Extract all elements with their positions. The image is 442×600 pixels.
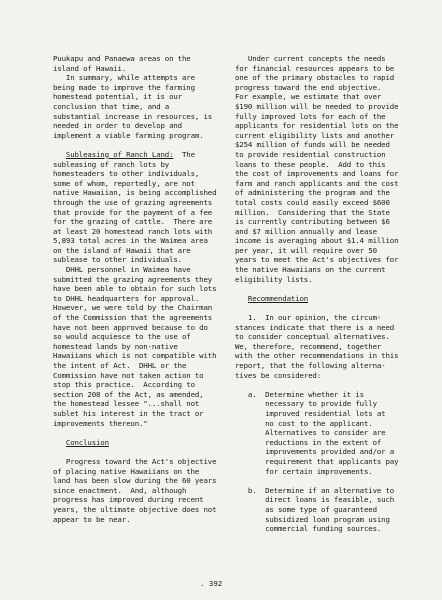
blank-line [53, 140, 231, 150]
text-line: and $7 million annually and lease [235, 226, 377, 236]
text-line: the intent of Act. DHHL or the [53, 361, 187, 370]
text-line: direct loans is feasible, such [235, 495, 395, 505]
text-line: loans to these people. Add to this [235, 159, 386, 169]
text-line: Recommendation [247, 293, 309, 303]
text-line: report, that the following alterna- [235, 361, 386, 370]
text-line: section 208 of the Act, as amended, [53, 389, 204, 399]
text-line: through the use of grazing agreements [53, 197, 213, 207]
blank-line [235, 303, 415, 313]
text-line: native Hawaiian, is being accomplished [53, 188, 217, 198]
text-line: no cost to the applicant. [235, 418, 373, 428]
text-line: Commission have not taken action to [53, 370, 204, 380]
text-line: the native Hawaiians on the current [235, 265, 386, 275]
left-column [53, 54, 231, 524]
blank-line [235, 476, 415, 486]
text-line: appear to be near. [53, 514, 131, 524]
text-line: improved residential lots at [235, 408, 386, 418]
text-line: improvements thereon." [53, 418, 148, 428]
text-line: b. Determine if an alternative to [235, 485, 395, 495]
text-line: 5,893 total acres in the Waimea area [53, 236, 208, 246]
text-line: homesteaders to other individuals, [53, 169, 200, 179]
text-line: implement a viable farming program. [53, 130, 204, 140]
text-line: is currently contributing between $6 [235, 217, 390, 227]
text-line: the homestead lessee "...shall not [53, 399, 200, 409]
text-line: Puukapu and Panaewa areas on the [53, 54, 191, 63]
text-line: sublease to other individuals. [53, 255, 182, 265]
text-line: requirement that applicants pay [235, 456, 399, 466]
text-line: on the island of Hawaii that are [53, 245, 191, 255]
text-line: have not been approved because to do [53, 322, 208, 332]
text-line: applicants for residential lots on the [235, 121, 399, 131]
text-line: Under current concepts the needs [235, 54, 386, 63]
text-line: Alternatives to consider are [235, 428, 386, 438]
text-line: $190 million will be needed to provide [235, 101, 399, 111]
text-line: progress toward the end objective. [235, 82, 382, 92]
text-line: However, we were told by the Chairman [53, 303, 213, 313]
text-line: some of whom, reportedly, are not [53, 178, 195, 188]
text-line: 1. In our opinion, the circum- [235, 313, 382, 323]
text-line: Hawaiians which is not compatible with [53, 351, 217, 361]
text-line: for financial resources appears to be [235, 63, 395, 73]
text-line: tives be considered: [235, 370, 321, 380]
blank-line [53, 447, 231, 457]
blank-line [235, 380, 415, 390]
text-line: necessary to provide fully [235, 399, 377, 409]
text-line: so would acquiesce to the use of [53, 332, 191, 342]
text-line: to DHHL headquarters for approval. [53, 293, 200, 303]
text-line: conclusion that time, and a [53, 101, 170, 111]
text-line: the cost of improvements and loans for [235, 169, 399, 179]
text-line: subleasing of ranch lots by [53, 159, 170, 169]
text-line: eligibility lists. [235, 274, 313, 284]
text-line: DHHL personnel in Waimea have [53, 265, 191, 275]
text-line: of placing native Hawaiians on the [53, 466, 200, 476]
text-line: years to meet the Act's objectives for [235, 255, 399, 265]
text-line: We, therefore, recommend, together [235, 341, 382, 351]
text-line: of administering the program and the [235, 188, 390, 198]
text-line: In summary, while attempts are [53, 73, 195, 83]
text-line: stances indicate that there is a need [235, 322, 395, 332]
text-line: fully improved lots for each of the [235, 111, 386, 121]
text-line: homestead potential, it is our [53, 92, 182, 102]
text-line: farm and ranch applicants and the cost [235, 178, 399, 188]
text-line: at least 20 homestead ranch lots with [53, 226, 213, 236]
text-line: current eligibility lists and another [235, 130, 395, 140]
text-line: to consider conceptual alternatives. [235, 332, 390, 342]
text-line: with the other recommendations in this [235, 351, 399, 361]
text-line: for certain improvements. [235, 466, 373, 476]
text-line: for the grazing of cattle. There are [53, 217, 213, 227]
text-line: one of the primary obstacles to rapid [235, 73, 395, 83]
text-line: needed in order to develop and [53, 121, 182, 131]
text-line: land has been slow during the 60 years [53, 476, 217, 486]
text-line: of the Commission that the agreements [53, 313, 213, 323]
text-line: $254 million of funds will be needed [235, 140, 390, 150]
blank-line [235, 284, 415, 294]
text-line: a. Determine whether it is [235, 389, 364, 399]
text-line: stop this practice. According to [53, 380, 195, 390]
text-line: since enactment. And, although [53, 485, 187, 495]
text-line: submitted the grazing agreements they [53, 274, 213, 284]
text-line: improvements provided and/or a [235, 447, 395, 457]
text-line: being made to improve the farming [53, 82, 195, 92]
text-line: as some type of guaranteed [235, 504, 377, 514]
text-line: reductions in the extent of [235, 437, 382, 447]
text-line: commercial funding sources. [235, 524, 382, 534]
text-line: Subleasing of Ranch Land: The [65, 149, 195, 159]
text-line: total costs could easily exceed $600 [235, 197, 390, 207]
text-line: subsidized loan program using [235, 514, 390, 524]
text-line: income is averaging about $1.4 million [235, 236, 399, 246]
text-line: that provide for the payment of a fee [53, 207, 213, 217]
text-line: island of Hawaii. [53, 63, 127, 73]
text-line: progress has improved during recent [53, 495, 204, 505]
text-line: years, the ultimate objective does not [53, 504, 217, 514]
text-line: Conclusion [65, 437, 109, 447]
text-line: million. Considering that the State [235, 207, 390, 217]
text-line: Progress toward the Act's objective [53, 456, 217, 466]
text-line: per year, it will require over 50 [235, 245, 377, 255]
text-line: substantial increase in resources, is [53, 111, 213, 121]
text-line: have been able to obtain for such lots [53, 284, 217, 294]
text-line: to provide residential construction [235, 149, 386, 159]
text-line: homestead lands by non-native [53, 341, 178, 351]
text-line: For example, we estimate that over [235, 92, 382, 102]
right-column [235, 54, 415, 534]
page-number: . 392 [200, 579, 223, 588]
text-line: sublet his interest in the tract or [53, 408, 204, 418]
blank-line [53, 428, 231, 438]
